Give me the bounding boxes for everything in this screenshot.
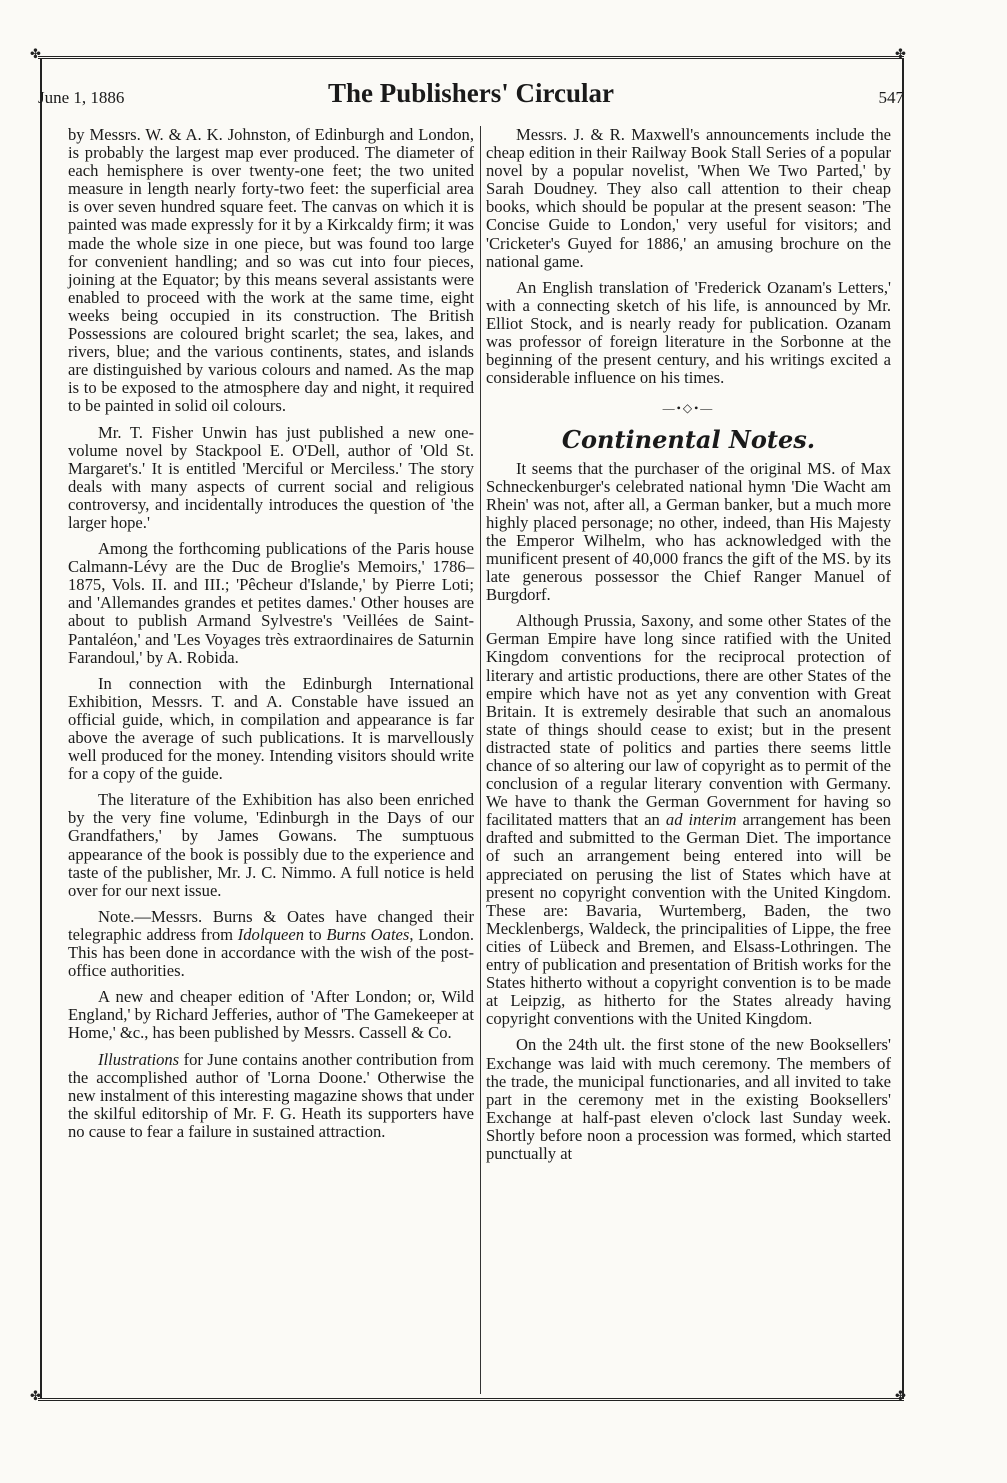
paragraph: A new and cheaper edition of 'After London; or, Wild England,' by Richard Jefferies, author of 'The Gamekeeper at Home,' &c., has been published by Messrs. Cassell & Co. [68,987,474,1043]
corner-ornament-icon: ✤ [30,47,41,62]
text-run: for June contains another contribution from the accomplished author of 'Lorna Doone.' Otherwise the new instalment of this interesting magazine shows that under the skilful editorship of Mr. F. G. Heath its supporters have no cause to fear a failure in sustained attraction. [68,1049,474,1141]
right-column [486,126,891,1171]
paragraph: Mr. T. Fisher Unwin has just published a new one-volume novel by Stackpool E. O'Dell, author of 'Old St. Margaret's.' It is entitled 'Merciful or Merciless.' The story deals with many aspects of current social and religious controversy, and incidentally introduces the question of 'the larger hope.' [68,422,474,532]
paragraph: It seems that the purchaser of the original MS. of Max Schneckenburger's celebrated national hymn 'Die Wacht am Rhein' was not, after all, a German banker, but a much more highly placed personage; no other, indeed, than His Majesty the Emperor Wilhelm, who has acknowledged with the munificent present of 40,000 francs the gift of the MS. by its late generous possessor the Chief Ranger Manuel of Burgdorf. [486,458,891,605]
paragraph [68,1051,474,1141]
paragraph: In connection with the Edinburgh International Exhibition, Messrs. T. and A. Constable have issued an official guide, which, in compilation and appearance is far above the average of such publications. It is marvellously well produced for the money. Intending visitors should write for a copy of the guide. [68,673,474,784]
text-run: Illustrations [98,1049,180,1069]
right-border-rule [902,58,904,1398]
left-column [68,126,474,1149]
text-run: Burns Oates [326,924,410,944]
paragraph: On the 24th ult. the first stone of the new Booksellers' Exchange was laid with much ceremony. The members of the trade, the municipal functionaries, and all invited to take part in the ceremony met in the existing Booksellers' Exchange at half-past eleven o'clock last Sunday week. Shortly before noon a procession was formed, which started punctually at [486,1035,891,1163]
page-title: The Publishers' Circular [327,78,615,108]
corner-ornament-icon: ✤ [895,1389,906,1404]
section-divider: —•◇•— [662,401,715,416]
page-number: 547 [878,88,904,107]
issue-date: June 1, 1886 [38,88,125,107]
left-border-rule [40,58,42,1398]
paragraph [486,612,891,1028]
text-run: arrangement has been drafted and submitted to the German Diet. The importance of such an arrangement being entered into will be appreciated on perusing the list of States which have at present no copyright convention with the United Kingdom. These are: Bavaria, Wurtemberg, Baden, the two Mecklenbergs, Waldeck, the principalities of Lippe, the free cities of Lübeck and Bremen, and Elsass-Lothringen. The entry of publication and presentation of British works for the States hitherto without a copyright convention is to be made at Leipzig, as hitherto for the States already having copyright conventions with the United Kingdom. [486,810,891,1029]
top-border-rule [38,56,904,59]
paragraph: Among the forthcoming publications of the Paris house Calmann-Lévy are the Duc de Broglie's Memoirs,' 1786–1875, Vols. II. and III.; 'Pêcheur d'Islande,' by Pierre Loti; and 'Allemandes grandes et petites dames.' Other houses are about to publish Armand Sylvestre's 'Veillées de Saint-Pantaléon,' and 'Les Voyages très extraordinaires de Saturnin Farandoul,' by A. Robida. [68,539,474,667]
text-run: Idolqueen [237,924,305,944]
text-run: Although Prussia, Saxony, and some other States of the German Empire have long since ratified with the United Kingdom conventions for the reciprocal protection of literary and artistic productions, there are other States of the empire which have not as yet any convention with Great Britain. It is extremely desirable that such an anomalous state of things should cease to exist; but in the present distracted state of politics and parties there seems little chance of so altering our law of copyright as to permit of the conclusion of a regular literary convention with Germany. We have to thank the German Government for having so facilitated matters that an [486,611,891,830]
page-header [38,78,904,112]
text-run: Note.—Messrs. Burns & Oates have changed their telegraphic address from [68,906,474,944]
section-heading: Continental Notes. [561,425,816,455]
corner-ornament-icon: ✤ [30,1389,41,1404]
paragraph: Messrs. J. & R. Maxwell's announcements include the cheap edition in their Railway Book Stall Series of a popular novel by a popular novelist, 'When We Two Parted,' by Sarah Doudney. They also call attention to their cheap books, which should be popular at the present season: 'The Concise Guide to London,' very useful for visitors; and 'Cricketer's Guyed for 1886,' an amusing brochure on the national game. [486,125,891,271]
bottom-border-rule [38,1398,904,1401]
text-run: to [304,924,327,944]
column-divider [480,126,481,1394]
paragraph: The literature of the Exhibition has also been enriched by the very fine volume, 'Edinburgh in the Days of our Grandfathers,' by James Gowans. The sumptuous appearance of the book is possibly due to the experience and taste of the publisher, Mr. J. C. Nimmo. A full notice is held over for our next issue. [68,790,474,900]
paragraph: by Messrs. W. & A. K. Johnston, of Edinburgh and London, is probably the largest map ever produced. The diameter of each hemisphere is over twenty-one feet; the two united measure in length nearly forty-two feet: the superficial area is over seven hundred square feet. The canvas on which it is painted was made expressly for it by a Kirkcaldy firm; it was made the whole size in one piece, but was found too large for convenient handling; and so was cut into four pieces, joining at the Equator; by this means several assistants were enabled to proceed with the work at the same time, eight weeks being occupied in its construction. The British Possessions are coloured bright scarlet; the sea, lakes, and rivers, blue; and the various continents, states, and islands are distinguished by various colours and named. As the map is to be exposed to the atmosphere day and night, it required to be painted in solid oil colours. [68,125,474,416]
text-run: , London. This has been done in accordance with the wish of the post-office authorities. [68,924,474,981]
paragraph: An English translation of 'Frederick Ozanam's Letters,' with a connecting sketch of his life, is announced by Mr. Elliot Stock, and is nearly ready for publication. Ozanam was professor of foreign literature in the Sorbonne at the beginning of the present century, and his writings excited a considerable influence on his times. [486,277,891,388]
paragraph [68,908,474,980]
corner-ornament-icon: ✤ [895,47,906,62]
text-run: ad interim [665,810,737,830]
